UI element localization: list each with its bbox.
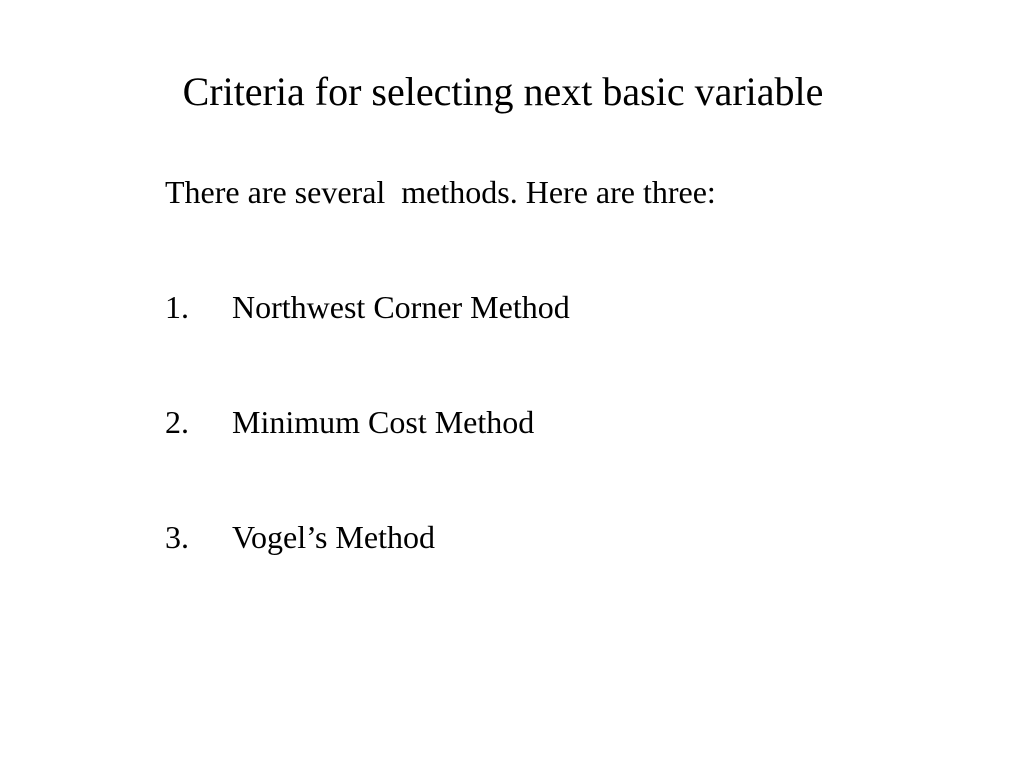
list-item-number: 3.: [165, 519, 189, 555]
list-item: [165, 287, 570, 327]
intro-text: There are several methods. Here are three:: [165, 174, 716, 210]
list-item: [165, 517, 435, 557]
list-item-label: Minimum Cost Method: [232, 404, 535, 440]
list-item-number: 2.: [165, 404, 189, 440]
list-item: [165, 402, 534, 442]
slide-title: Criteria for selecting next basic variable: [182, 69, 824, 114]
list-item-number: 1.: [165, 289, 189, 325]
list-item-label: Vogel’s Method: [232, 519, 435, 555]
list-item-label: Northwest Corner Method: [232, 289, 570, 325]
